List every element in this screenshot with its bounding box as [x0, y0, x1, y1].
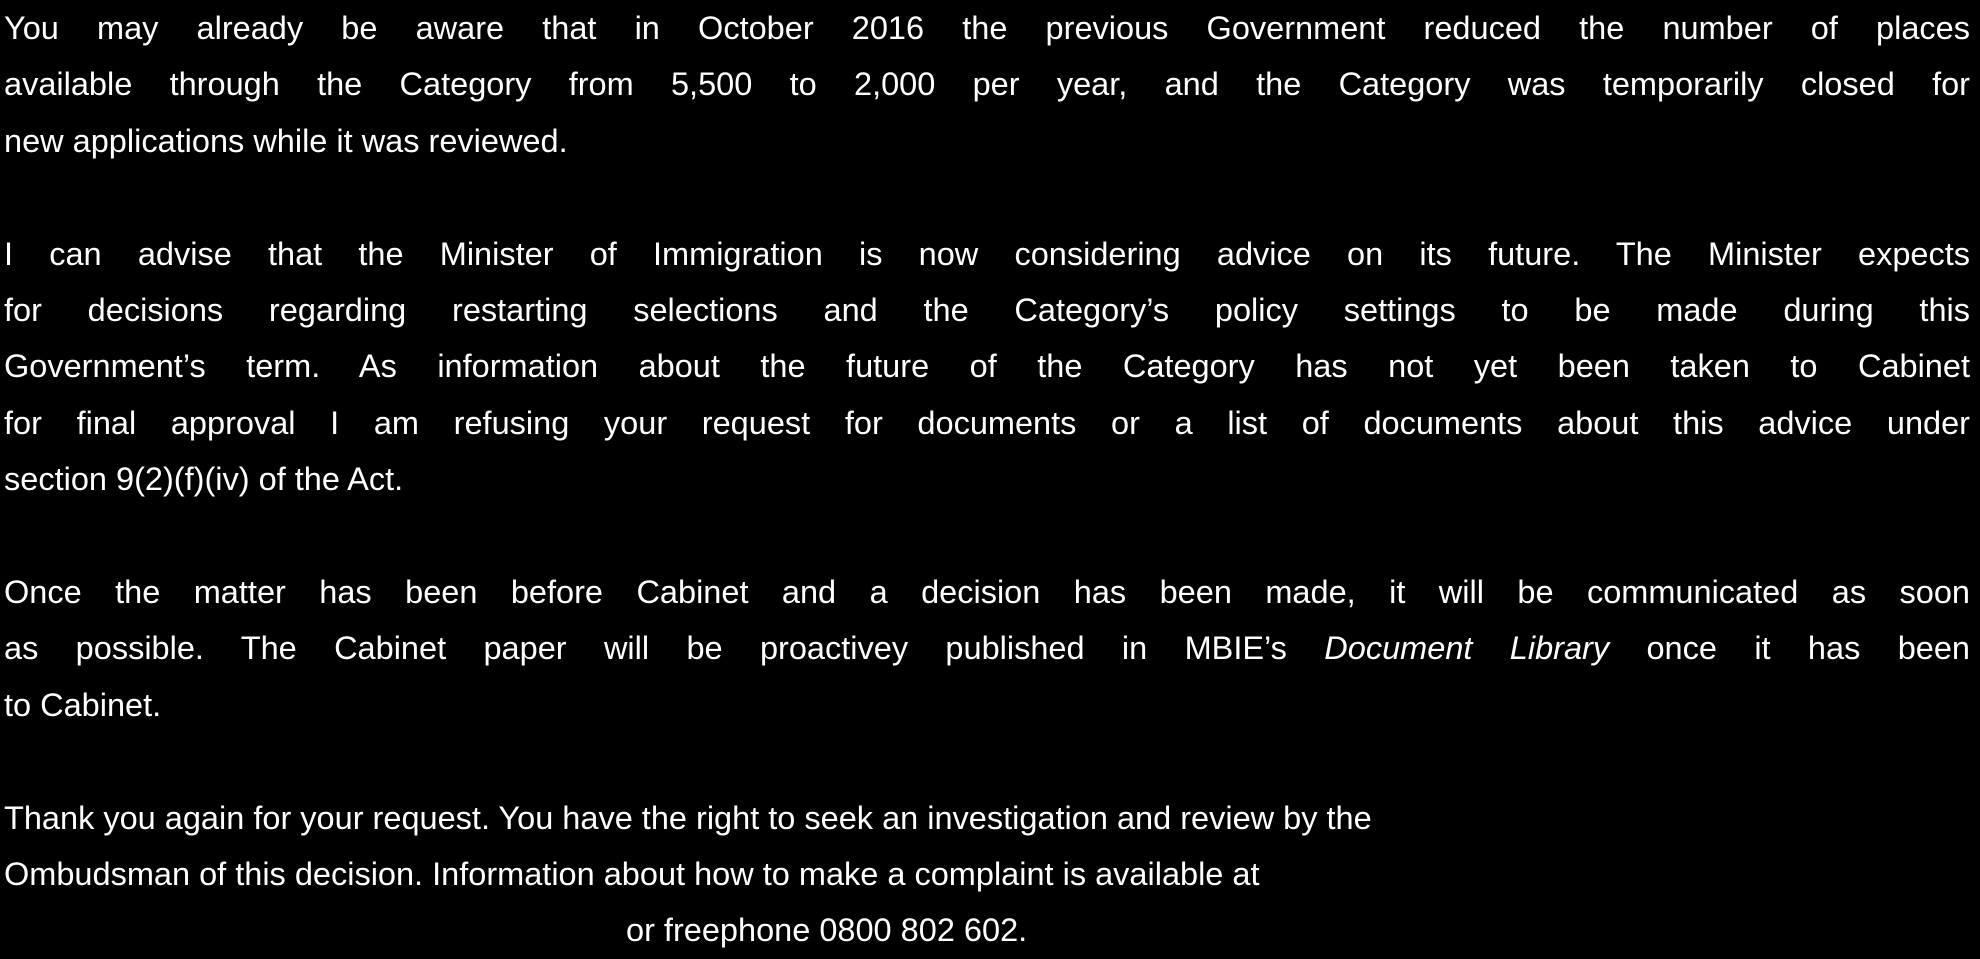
text-segment: once it has been [1609, 630, 1970, 667]
text-line: Ombudsman of this decision. Information about how to make a complaint is available at [4, 856, 1260, 893]
freephone-line: or freephone 0800 802 602. [626, 912, 1028, 949]
text-line: to Cabinet. [4, 686, 162, 723]
text-line: section 9(2)(f)(iv) of the Act. [4, 461, 404, 498]
paragraph-refusal-decision [4, 226, 1970, 508]
text-line: new applications while it was reviewed. [4, 122, 568, 159]
text-line [4, 620, 1970, 676]
paragraph-ombudsman-rights [4, 790, 1970, 959]
text-line: Government’s term. As information about the future of the Category has not yet been taken to Cabinet [4, 348, 1970, 385]
paragraph-category-background [4, 0, 1970, 169]
text-line: for decisions regarding restarting selections and the Category’s policy settings to be made during this [4, 292, 1970, 329]
text-line: for final approval I am refusing your request for documents or a list of documents about this advice under [4, 404, 1970, 441]
letter-body [4, 0, 1970, 959]
document-library-reference: Document Library [1324, 630, 1610, 667]
text-line: Thank you again for your request. You have the right to seek an investigation and review by the [4, 799, 1372, 836]
text-line: You may already be aware that in October 2016 the previous Government reduced the number of places [4, 10, 1970, 46]
text-line: I can advise that the Minister of Immigration is now considering advice on its future. The Minister expects [4, 235, 1970, 272]
paragraph-cabinet-publication [4, 564, 1970, 733]
text-line: Once the matter has been before Cabinet and a decision has been made, it will be communicated as soon [4, 574, 1970, 611]
text-line: available through the Category from 5,500 to 2,000 per year, and the Category was temporarily closed for [4, 66, 1970, 103]
text-segment: as possible. The Cabinet paper will be proactivey published in MBIE’s [4, 630, 1325, 667]
